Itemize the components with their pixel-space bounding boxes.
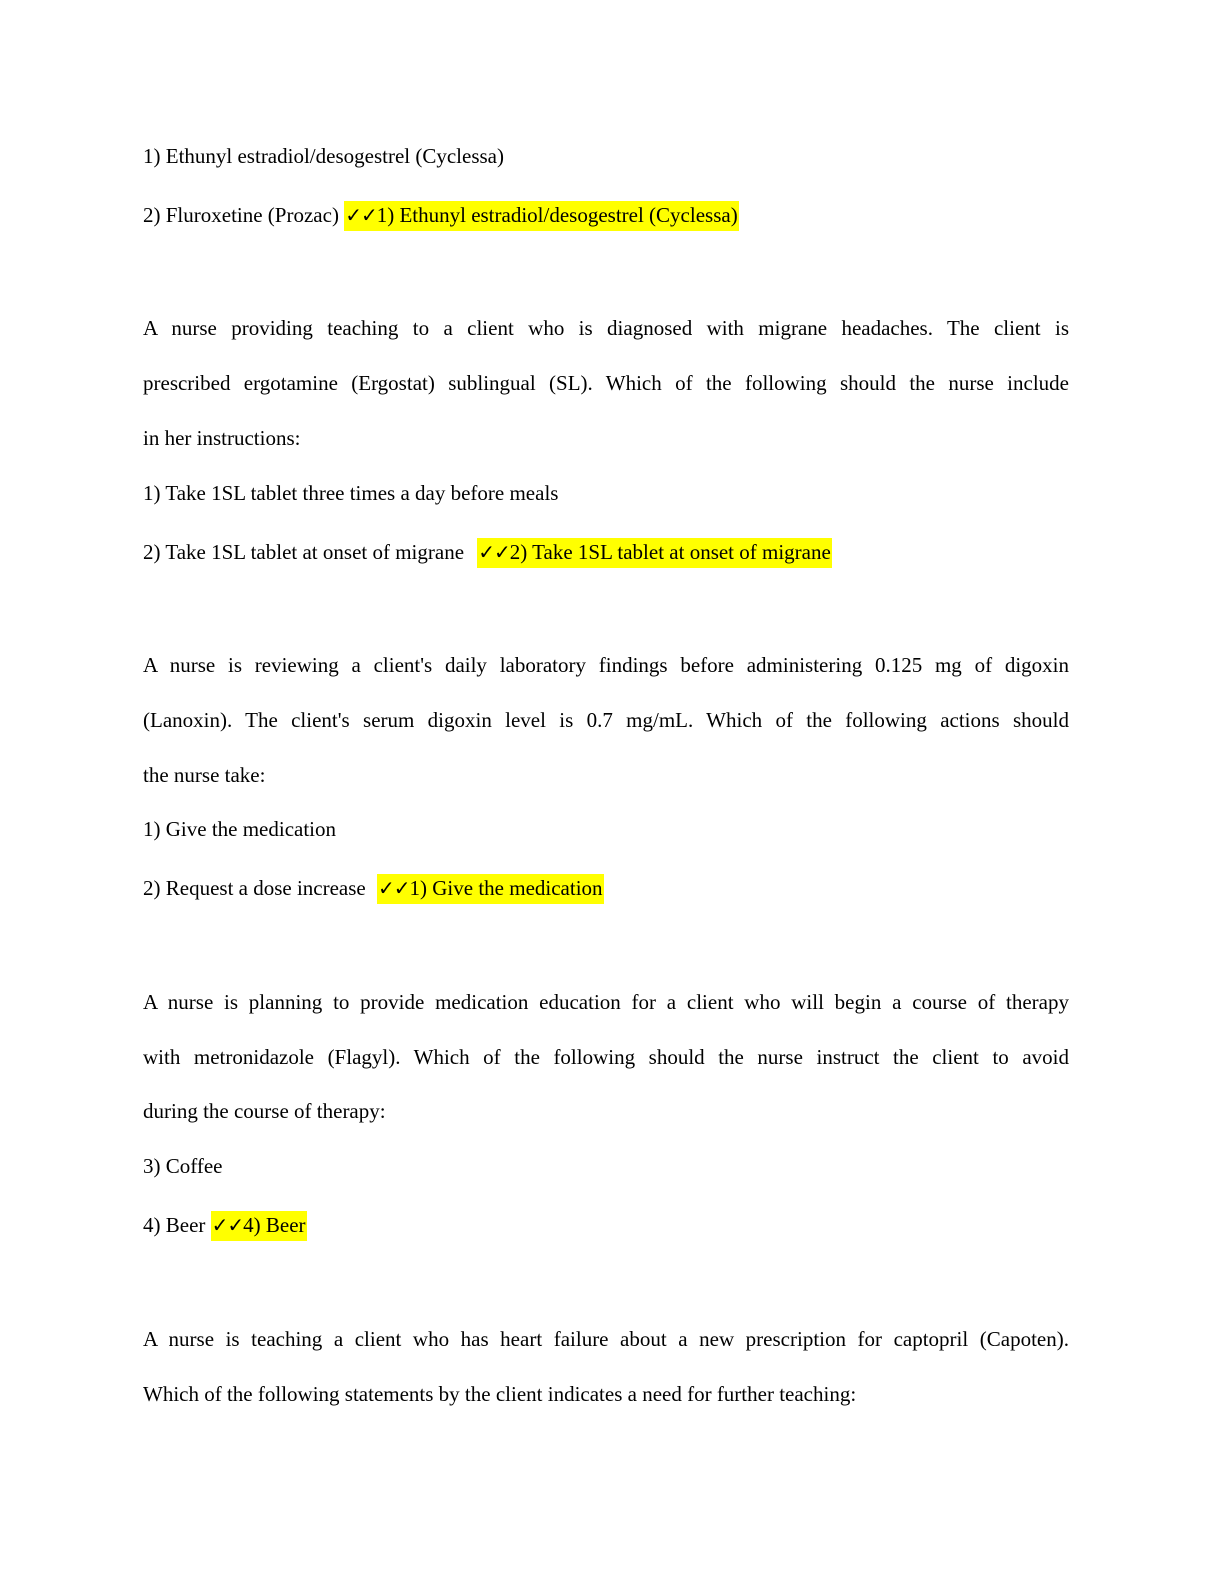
q2-option-2: 2) Take 1SL tablet at onset of migrane [143,540,465,564]
q5-stem-line-2: Which of the following statements by the client indicates a need for further teaching: [143,1382,857,1406]
q4-stem-line-3: during the course of therapy: [143,1099,386,1123]
q1-answer: 1) Ethunyl estradiol/desogestrel (Cyclessa) [376,203,738,227]
q3-stem-line-3: the nurse take: [143,763,266,787]
q4-stem-line-1: A nurse is planning to provide medication education for a client who will begin a course of therapy [143,990,1069,1014]
checkmark-icon: ✓✓ [211,1213,244,1237]
q3-answer: 1) Give the medication [409,876,603,900]
q2-option-2-row [143,539,832,565]
q2-stem-line-2: prescribed ergotamine (Ergostat) sublingual (SL). Which of the following should the nurse include [143,371,1069,395]
checkmark-icon: ✓✓ [478,540,510,564]
q2-stem-line-1: A nurse providing teaching to a client who is diagnosed with migrane headaches. The client is [143,316,1069,340]
q2-option-1: 1) Take 1SL tablet three times a day before meals [143,481,559,505]
checkmark-icon: ✓✓ [345,203,377,227]
q5-stem-line-1: A nurse is teaching a client who has heart failure about a new prescription for captopril (Capoten). [143,1327,1069,1351]
q1-option-1: 1) Ethunyl estradiol/desogestrel (Cyclessa) [143,144,504,168]
q3-option-2-row [143,875,604,901]
q1-option-2: 2) Fluroxetine (Prozac) [143,203,339,227]
q2-answer-highlight [477,538,832,568]
q3-stem-line-2: (Lanoxin). The client's serum digoxin level is 0.7 mg/mL. Which of the following actions should [143,708,1069,732]
q4-option-1: 3) Coffee [143,1154,223,1178]
q4-option-2-row [143,1212,307,1238]
q2-answer: 2) Take 1SL tablet at onset of migrane [509,540,831,564]
checkmark-icon: ✓✓ [378,876,410,900]
q3-option-1: 1) Give the medication [143,817,337,841]
q2-stem-line-3: in her instructions: [143,426,301,450]
q4-answer-highlight [211,1211,307,1241]
q1-option-2-row [143,202,739,228]
q4-option-2: 4) Beer [143,1213,206,1237]
q4-answer: 4) Beer [243,1213,306,1237]
q3-option-2: 2) Request a dose increase [143,876,366,900]
q1-answer-highlight [344,201,739,231]
q4-stem-line-2: with metronidazole (Flagyl). Which of the following should the nurse instruct the client to avoid [143,1045,1069,1069]
q3-answer-highlight [377,874,604,904]
q3-stem-line-1: A nurse is reviewing a client's daily laboratory findings before administering 0.125 mg of digoxin [143,653,1069,677]
